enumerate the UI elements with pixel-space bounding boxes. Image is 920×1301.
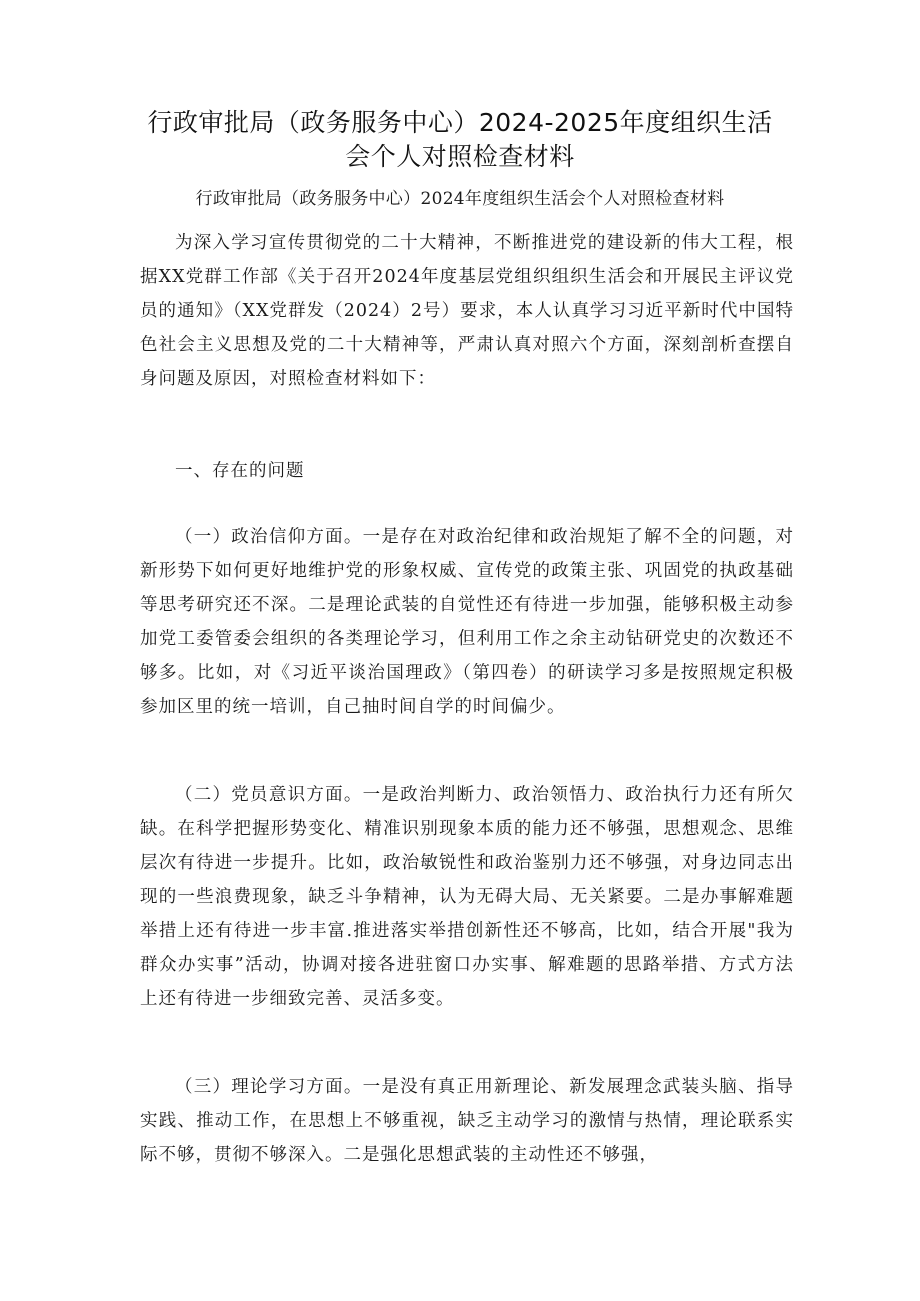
intro-paragraph: 为深入学习宣传贯彻党的二十大精神，不断推进党的建设新的伟大工程，根据XX党群工作部《关于召开2024年度基层党组织组织生活会和开展民主评议党员的通知》（XX党群发（2024）2号）要求，本人认真学习习近平新时代中国特色社会主义思想及党的二十大精神等，严肃认真对照六个方面，深刻剖析查摆自身问题及原因，对照检查材料如下： <box>140 233 794 389</box>
document-subtitle: 行政审批局（政务服务中心）2024年度组织生活会个人对照检查材料 <box>195 189 725 209</box>
section-paragraph-theory-study: （三）理论学习方面。一是没有真正用新理论、新发展理念武装头脑、指导实践、推动工作，在思想上不够重视，缺乏主动学习的激情与热情，理论联系实际不够，贯彻不够深入。二是强化思想武装的主动性还不够强， <box>140 1077 794 1165</box>
document-title: 行政审批局（政务服务中心）2024-2025年度组织生活会个人对照检查材料 <box>147 108 773 171</box>
section-heading: 一、存在的问题 <box>175 461 305 481</box>
section-paragraph-party-awareness: （二）党员意识方面。一是政治判断力、政治领悟力、政治执行力还有所欠缺。在科学把握形势变化、精准识别现象本质的能力还不够强，思想观念、思维层次有待进一步提升。比如，政治敏锐性和政治鉴别力还不够强，对身边同志出现的一些浪费现象，缺乏斗争精神，认为无碍大局、无关紧要。二是办事解难题举措上还有待进一步丰富.推进落实举措创新性还不够高，比如，结合开展"我为群众办实事”活动，协调对接各进驻窗口办实事、解难题的思路举措、方式方法上还有待进一步细致完善、灵活多变。 <box>140 785 794 1009</box>
section-paragraph-political-belief: （一）政治信仰方面。一是存在对政治纪律和政治规矩了解不全的问题，对新形势下如何更好地维护党的形象权威、宣传党的政策主张、巩固党的执政基础等思考研究还不深。二是理论武装的自觉性还有待进一步加强，能够积极主动参加党工委管委会组织的各类理论学习，但利用工作之余主动钻研党史的次数还不够多。比如，对《习近平谈治国理政》（第四卷）的研读学习多是按照规定积极参加区里的统一培训，自己抽时间自学的时间偏少。 <box>140 527 794 717</box>
